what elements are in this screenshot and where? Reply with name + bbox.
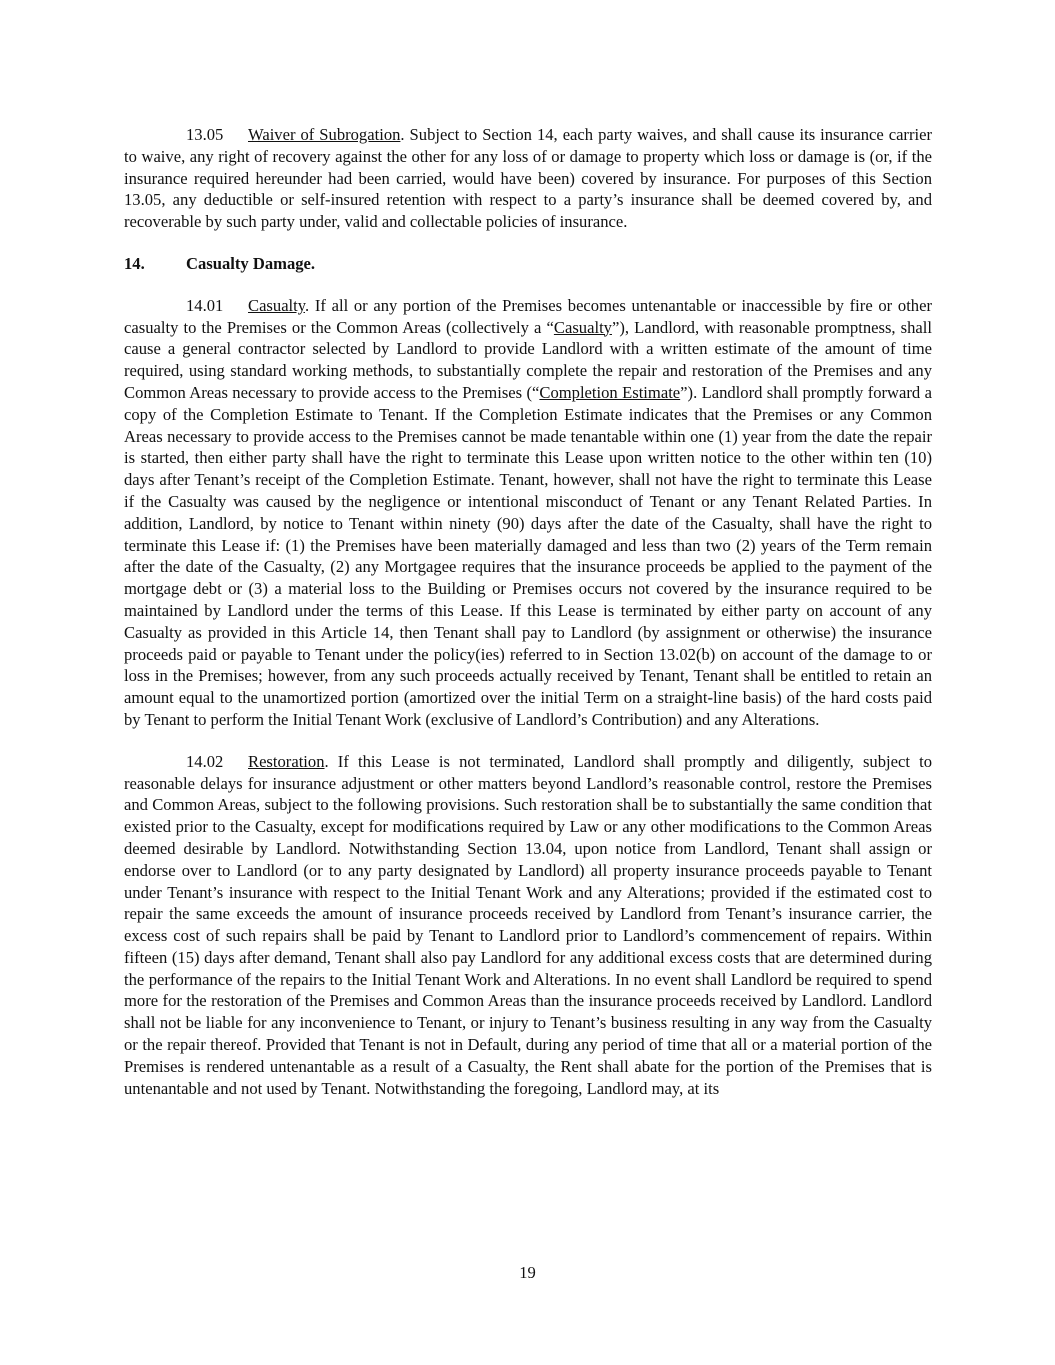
- section-body: . If this Lease is not terminated, Landlord shall promptly and diligently, subject to reasonable delays for insurance adjustment or other matters beyond Landlord’s reasonable control, restore the Premises and Common Areas, subject to the following provisions. Such restoration shall be to substantially the same condition that existed prior to the Casualty, except for modifications required by Law or any other modifications to the Common Areas deemed desirable by Landlord. Notwithstanding Section 13.04, upon notice from Landlord, Tenant shall assign or endorse over to Landlord (or to any party designated by Landlord) all property insurance proceeds payable to Tenant under Tenant’s insurance with respect to the Initial Tenant Work and any Alterations; provided if the estimated cost to repair the same exceeds the amount of insurance proceeds received by Landlord from Tenant’s insurance carrier, the excess cost of such repairs shall be paid by Tenant to Landlord prior to Landlord’s commencement of repairs. Within fifteen (15) days after demand, Tenant shall also pay Landlord for any additional excess costs that are determined during the performance of the repairs to the Initial Tenant Work and Alterations. In no event shall Landlord be required to spend more for the restoration of the Premises and Common Areas than the insurance proceeds received by Landlord. Landlord shall not be liable for any inconvenience to Tenant, or injury to Tenant’s business resulting in any way from the Casualty or the repair thereof. Provided that Tenant is not in Default, during any period of time that all or a material portion of the Premises is rendered untenantable as a result of a Casualty, the Rent shall abate for the portion of the Premises that is untenantable and not used by Tenant. Notwithstanding the foregoing, Landlord may, at its: [124, 751, 932, 1098]
- section-body-part-3: ”). Landlord shall promptly forward a copy of the Completion Estimate to Tenant. If the Completion Estimate indicates that the Premises or any Common Areas necessary to provide access to the Premises cannot be made tenantable within one (1) year from the date the repair is started, then either party shall have the right to terminate this Lease upon written notice to the other within ten (10) days after Tenant’s receipt of the Completion Estimate. Tenant, however, shall not have the right to terminate this Lease if the Casualty was caused by the negligence or intentional misconduct of Tenant or any Tenant Related Parties. In addition, Landlord, by notice to Tenant within ninety (90) days after the date of the Casualty, shall have the right to terminate this Lease if: (1) the Premises have been materially damaged and less than two (2) years of the Term remain after the date of the Casualty, (2) any Mortgagee requires that the insurance proceeds be applied to the payment of the mortgage debt or (3) a material loss to the Building or Premises occurs not covered by the insurance required to be maintained by Landlord under the terms of this Lease. If this Lease is terminated by either party on account of any Casualty as provided in this Article 14, then Tenant shall pay to Landlord (by assignment or otherwise) the insurance proceeds paid or payable to Tenant under the policy(ies) referred to in Section 13.02(b) on account of the damage to or loss in the Premises; however, from any such proceeds actually received by Tenant, Tenant shall be entitled to retain an amount equal to the unamortized portion (amortized over the initial Term on a straight-line basis) of the hard costs paid by Tenant to perform the Initial Tenant Work (exclusive of Landlord’s Contribution) and any Alterations.: [124, 382, 932, 729]
- section-14-02: [124, 751, 932, 1100]
- page-number: 19: [519, 1263, 536, 1282]
- section-14-01: [124, 295, 932, 731]
- section-title: Casualty: [248, 295, 305, 315]
- document-page: [124, 124, 932, 1119]
- section-body: . Subject to Section 14, each party waives, and shall cause its insurance carrier to waive, any right of recovery against the other for any loss of or damage to property which loss or damage is (or, if the insurance required hereunder had been carried, would have been) covered by insurance. For purposes of this Section 13.05, any deductible or self-insured retention with respect to a party’s insurance shall be deemed covered by, and recoverable by such party under, valid and collectable policies of insurance.: [124, 125, 932, 232]
- article-title: Casualty Damage.: [186, 253, 316, 273]
- section-body-part-2: ”), Landlord, with reasonable promptness, shall cause a general contractor selected by Landlord to provide Landlord with a written estimate of the amount of time required, using standard working methods, to substantially complete the repair and restoration of the Premises and any Common Areas necessary to provide access to the Premises (“: [124, 317, 933, 402]
- article-number: 14.: [124, 253, 145, 273]
- section-13-05: [124, 124, 932, 233]
- section-title: Waiver of Subrogation: [248, 125, 401, 144]
- article-14-heading: [124, 253, 932, 275]
- section-title: Restoration: [248, 751, 325, 771]
- defined-term-casualty: Casualty: [553, 317, 612, 337]
- section-body-part-1: . If all or any portion of the Premises becomes untenantable or inaccessible by fire or other casualty to the Premises or the Common Areas (collectively a “: [124, 295, 932, 337]
- defined-term-completion-estimate: Completion Estimate: [539, 382, 681, 402]
- section-number: 14.01: [186, 295, 224, 315]
- section-number: 14.02: [186, 751, 224, 771]
- section-number: 13.05: [186, 125, 224, 144]
